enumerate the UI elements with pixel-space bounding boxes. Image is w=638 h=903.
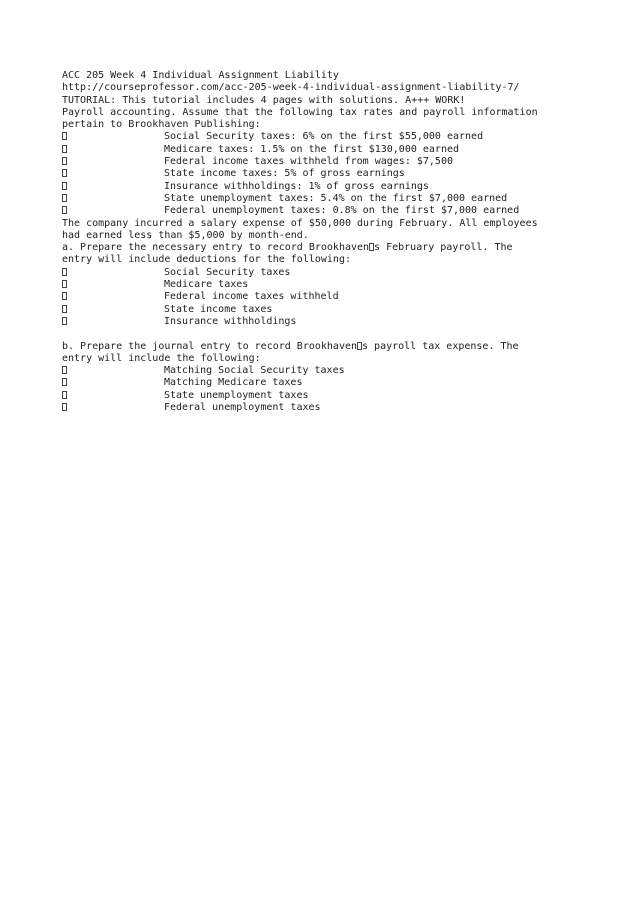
missing-glyph-icon [62, 157, 67, 165]
part-a-text-post: s February payroll. The [374, 242, 513, 254]
rate-text: Federal income taxes withheld from wages: $7,500 [164, 156, 453, 168]
salary-line-1: The company incurred a salary expense of $50,000 during February. All employees [62, 217, 538, 229]
part-b-item-text: Matching Social Security taxes [164, 365, 345, 377]
part-b-text-pre: b. Prepare the journal entry to record Brookhaven [62, 340, 358, 352]
rate-text: State unemployment taxes: 5.4% on the first $7,000 earned [164, 192, 508, 204]
part-b-item [62, 390, 582, 402]
missing-glyph-icon [62, 366, 67, 374]
rate-text: Insurance withholdings: 1% of gross earnings [164, 180, 429, 192]
part-a-item [62, 279, 582, 291]
missing-glyph-icon [62, 378, 67, 386]
part-b-line-2: entry will include the following: [62, 352, 261, 364]
part-a-text-pre: a. Prepare the necessary entry to record Brookhaven [62, 242, 370, 254]
part-a-line-2: entry will include deductions for the following: [62, 254, 351, 266]
document-body [62, 70, 582, 414]
rate-item [62, 193, 582, 205]
salary-line-2: had earned less than $5,000 by month-end. [62, 229, 309, 241]
part-a-item [62, 304, 582, 316]
missing-glyph-icon [62, 391, 67, 399]
missing-glyph-icon [62, 280, 67, 288]
missing-glyph-icon [62, 317, 67, 325]
tutorial-note: TUTORIAL: This tutorial includes 4 pages with solutions. A+++ WORK! [62, 94, 466, 106]
part-a-item-text: Federal income taxes withheld [164, 291, 339, 303]
part-b-item-text: Federal unemployment taxes [164, 402, 321, 414]
document-url: http://courseprofessor.com/acc-205-week-4-individual-assignment-liability-7/ [62, 82, 520, 94]
part-b-item-text: State unemployment taxes [164, 389, 309, 401]
rate-text: Medicare taxes: 1.5% on the first $130,000 earned [164, 143, 460, 155]
rate-item [62, 156, 582, 168]
part-a-item [62, 291, 582, 303]
rate-item [62, 205, 582, 217]
part-a-item-text: State income taxes [164, 303, 273, 315]
document-title: ACC 205 Week 4 Individual Assignment Liability [62, 70, 339, 81]
missing-glyph-icon [62, 145, 67, 153]
rate-item [62, 168, 582, 180]
rate-item [62, 131, 582, 143]
rate-text: State income taxes: 5% of gross earnings [164, 168, 405, 180]
part-a-item [62, 316, 582, 328]
missing-glyph-icon [62, 268, 67, 276]
blank-line [62, 328, 582, 340]
part-a-item-text: Social Security taxes [164, 266, 291, 278]
part-b-item [62, 377, 582, 389]
missing-glyph-icon [62, 132, 67, 140]
missing-glyph-icon [62, 403, 67, 411]
part-b-item [62, 402, 582, 414]
missing-glyph-icon [62, 292, 67, 300]
intro-line-2: pertain to Brookhaven Publishing: [62, 119, 261, 131]
part-b-item [62, 365, 582, 377]
rate-item [62, 181, 582, 193]
part-a-heading [62, 242, 582, 254]
part-a-item-text: Medicare taxes [164, 279, 249, 291]
missing-glyph-icon [62, 206, 67, 214]
missing-glyph-icon [62, 182, 67, 190]
rate-text: Federal unemployment taxes: 0.8% on the first $7,000 earned [164, 205, 520, 217]
part-b-heading [62, 341, 582, 353]
intro-line-1: Payroll accounting. Assume that the following tax rates and payroll information [62, 106, 538, 118]
missing-glyph-icon [62, 169, 67, 177]
part-a-item-text: Insurance withholdings [164, 315, 297, 327]
missing-glyph-icon [62, 305, 67, 313]
part-b-item-text: Matching Medicare taxes [164, 377, 303, 389]
part-a-item [62, 267, 582, 279]
rate-item [62, 144, 582, 156]
rate-text: Social Security taxes: 6% on the first $55,000 earned [164, 131, 484, 143]
missing-glyph-icon [62, 194, 67, 202]
part-b-text-post: s payroll tax expense. The [362, 340, 519, 352]
